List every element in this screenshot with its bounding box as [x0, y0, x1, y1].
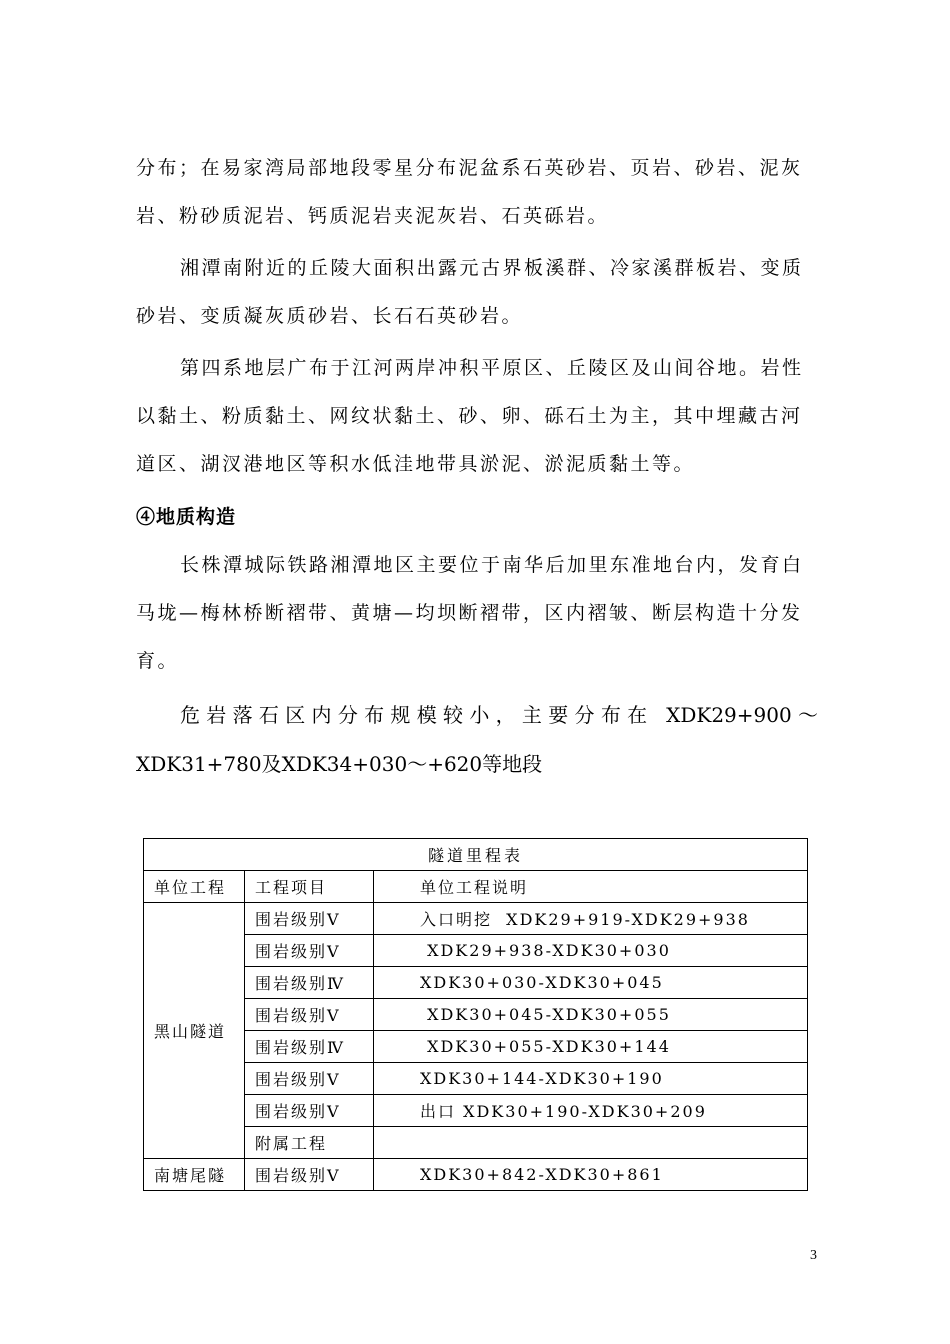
cell-unit-description: XDK30+842-XDK30+861: [374, 1159, 808, 1191]
cell-work-item: 附属工程: [245, 1127, 374, 1159]
table-header-row: [144, 871, 808, 903]
cell-work-item: 围岩级别Ⅴ: [245, 999, 374, 1031]
cell-work-item: 围岩级别Ⅳ: [245, 967, 374, 999]
table-row: [144, 1159, 808, 1191]
cell-unit-description: XDK30+030-XDK30+045: [374, 967, 808, 999]
cell-unit-description: 入口明挖 XDK29+919-XDK29+938: [374, 903, 808, 935]
cell-unit-description: 出口 XDK30+190-XDK30+209: [374, 1095, 808, 1127]
cell-unit-project: 黑山隧道: [144, 903, 245, 1159]
cell-unit-description: XDK30+045-XDK30+055: [374, 999, 808, 1031]
cell-unit-project: 南塘尾隧: [144, 1159, 245, 1191]
header-unit-description: 单位工程说明: [374, 871, 808, 903]
cell-work-item: 围岩级别Ⅴ: [245, 903, 374, 935]
cell-unit-description: XDK30+144-XDK30+190: [374, 1063, 808, 1095]
header-work-item: 工程项目: [245, 871, 374, 903]
cell-unit-description: XDK29+938-XDK30+030: [374, 935, 808, 967]
header-unit-project: 单位工程: [144, 871, 245, 903]
paragraph-structure: 长株潭城际铁路湘潭地区主要位于南华后加里东准地台内，发育白马垅—梅林桥断褶带、黄塘—均坝断褶带，区内褶皱、断层构造十分发育。: [136, 554, 804, 672]
cell-work-item: 围岩级别Ⅴ: [245, 1095, 374, 1127]
section-heading-geologic-structure: ④地质构造: [136, 506, 237, 528]
paragraph-rockfall-line1: 危岩落石区内分布规模较小，主要分布在 XDK29+900～: [180, 703, 818, 727]
table-title-row: [144, 839, 808, 871]
paragraph-xiangtan-south: 湘潭南附近的丘陵大面积出露元古界板溪群、冷家溪群板岩、变质砂岩、变质凝灰质砂岩、长石石英砂岩。: [136, 257, 804, 327]
paragraph-rockfall-line2: XDK31+780及XDK34+030～+620等地段: [136, 752, 543, 776]
table-row: [144, 903, 808, 935]
cell-work-item: 围岩级别Ⅴ: [245, 1063, 374, 1095]
tunnel-mileage-table: [143, 838, 808, 1191]
cell-unit-description: XDK30+055-XDK30+144: [374, 1031, 808, 1063]
paragraph-quaternary: 第四系地层广布于江河两岸冲积平原区、丘陵区及山间谷地。岩性以黏土、粉质黏土、网纹状黏土、砂、卵、砾石土为主，其中埋藏古河道区、湖汊港地区等积水低洼地带具淤泥、淤泥质黏土等。: [136, 357, 804, 475]
cell-work-item: 围岩级别Ⅳ: [245, 1031, 374, 1063]
table-title: 隧道里程表: [144, 839, 808, 871]
paragraph-strata-continued: 分布；在易家湾局部地段零星分布泥盆系石英砂岩、页岩、砂岩、泥灰岩、粉砂质泥岩、钙质泥岩夹泥灰岩、石英砾岩。: [136, 157, 803, 227]
cell-work-item: 围岩级别Ⅴ: [245, 935, 374, 967]
cell-work-item: 围岩级别Ⅴ: [245, 1159, 374, 1191]
page-number: 3: [810, 1248, 817, 1263]
cell-unit-description: [374, 1127, 808, 1159]
